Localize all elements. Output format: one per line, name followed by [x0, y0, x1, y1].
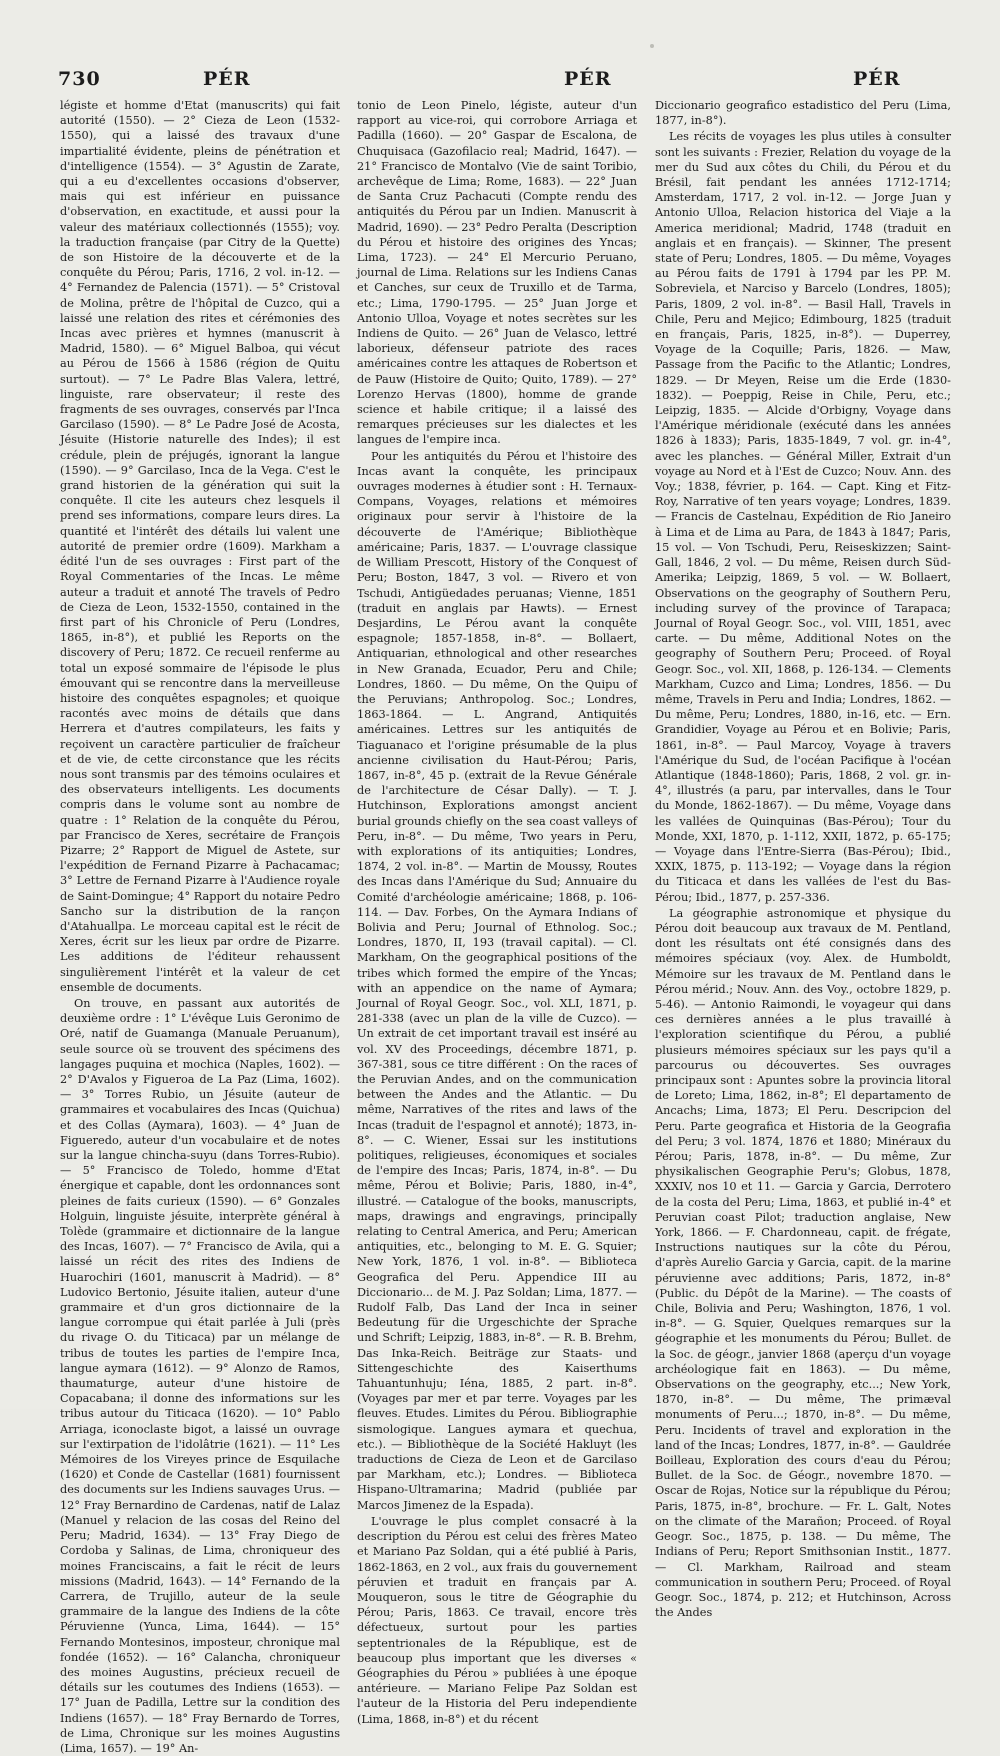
running-head-center: PÉR [564, 68, 612, 90]
page-number: 730 [58, 68, 101, 90]
text-column-3 [655, 98, 951, 1620]
paragraph: Les récits de voyages les plus utiles à consulter sont les suivants : Frezier, Relation du voyage de la mer du Sud aux côtes du Chili, du Pérou et du Brésil, fait pendant les années 1712-1714; Amsterdam, 1717, 2 vol. in-12. — Jorge Juan y Antonio Ulloa, Relacion historica del Viaje a la America meridional; Madrid, 1748 (traduit en anglais et en français). — Skinner, The present state of Peru; Londres, 1805. — Du même, Voyages au Pérou faits de 1791 à 1794 par les PP. M. Sobreviela, et Narciso y Barcelo (Londres, 1805); Paris, 1809, 2 vol. in-8°. — Basil Hall, Travels in Chile, Peru and Mejico; Edimbourg, 1825 (traduit en français, Paris, 1825, in-8°). — Duperrey, Voyage de la Coquille; Paris, 1826. — Maw, Passage from the Pacific to the Atlantic; Londres, 1829. — Dr Meyen, Reise um die Erde (1830-1832). — Poeppig, Reise in Chile, Peru, etc.; Leipzig, 1835. — Alcide d'Orbigny, Voyage dans l'Amérique méridionale (exécuté dans les années 1826 à 1833); Paris, 1835-1849, 7 vol. gr. in-4°, avec les planches. — Général Miller, Extrait d'un voyage au Nord et à l'Est de Cuzco; Nouv. Ann. des Voy.; 1838, février, p. 164. — Capt. King et Fitz-Roy, Narrative of ten years voyage; Londres, 1839. — Francis de Castelnau, Expédition de Rio Janeiro à Lima et de Lima au Para, de 1843 à 1847; Paris, 15 vol. — Von Tschudi, Peru, Reiseskizzen; Saint-Gall, 1846, 2 vol. — Du même, Reisen durch Süd-Amerika; Leipzig, 1869, 5 vol. — W. Bollaert, Observations on the geography of Southern Peru, including survey of the province of Tarapaca; Journal of Royal Geogr. Soc., vol. VIII, 1851, avec carte. — Du même, Additional Notes on the geography of Southern Peru; Proceed. of Royal Geogr. Soc., vol. XII, 1868, p. 126-134. — Clements Markham, Cuzco and Lima; Londres, 1856. — Du même, Travels in Peru and India; Londres, 1862. — Du même, Peru; Londres, 1880, in-16, etc. — Ern. Grandidier, Voyage au Pérou et en Bolivie; Paris, 1861, in-8°. — Paul Marcoy, Voyage à travers l'Amérique du Sud, de l'océan Pacifique à l'océan Atlantique (1848-1860); Paris, 1868, 2 vol. gr. in-4°, illustrés (a paru, par intervalles, dans le Tour du Monde, 1862-1867). — Du même, Voyage dans les vallées de Quinquinas (Bas-Pérou); Tour du Monde, XXI, 1870, p. 1-112, XXII, 1872, p. 65-175; — Voyage dans l'Entre-Sierra (Bas-Pérou); Ibid., XXIX, 1875, p. 113-192; — Voyage dans la région du Titicaca et dans les vallées de l'est du Bas-Pérou; Ibid., 1877, p. 257-336. [655, 130, 951, 904]
text-column-1 [60, 98, 340, 1755]
text-column-2 [357, 98, 637, 1726]
paper-speck [650, 44, 654, 48]
paragraph: Diccionario geografico estadistico del Peru (Lima, 1877, in-8°). [655, 99, 951, 128]
paragraph: légiste et homme d'Etat (manuscrits) qui fait autorité (1550). — 2° Cieza de Leon (1532-1550), qui a laissé des travaux d'une impartialité évidente, pleins de pénétration et d'intelligence (1554). — 3° Agustin de Zarate, qui a eu d'excellentes occasions d'observer, mais qui est inférieur en puissance d'observation, en exactitude, et aussi pour la valeur des matériaux collectionnés (1555); voy. la traduction française (par Citry de la Quette) de son Histoire de la découverte et de la conquête du Pérou; Paris, 1716, 2 vol. in-12. — 4° Fernandez de Palencia (1571). — 5° Cristoval de Molina, prêtre de l'hôpital de Cuzco, qui a laissé une relation des rites et cérémonies des Incas avec prières et hymnes (manuscrit à Madrid, 1580). — 6° Miguel Balboa, qui vécut au Pérou de 1566 à 1586 (région de Quitu surtout). — 7° Le Padre Blas Valera, lettré, linguiste, rare observateur; il reste des fragments de ses ouvrages, conservés par l'Inca Garcilaso (1590). — 8° Le Padre José de Acosta, Jésuite (Historie naturelle des Indes); il est crédule, plein de préjugés, ignorant la langue (1590). — 9° Garcilaso, Inca de la Vega. C'est le grand historien de la génération qui suit la conquête. Il cite les auteurs chez lesquels il prend ses informations, compare leurs dires. La quantité et l'intérêt des détails lui valent une autorité de premier ordre (1609). Markham a édité l'un de ses ouvrages : First part of the Royal Commentaries of the Incas. Le même auteur a traduit et annoté The travels of Pedro de Cieza de Leon, 1532-1550, contained in the first part of his Chronicle of Peru (Londres, 1865, in-8°), et publié les Reports on the discovery of Peru; 1872. Ce recueil renferme au total un exposé sommaire de l'épisode le plus émouvant qui se rencontre dans la merveilleuse histoire des conquêtes espagnoles; et quoique racontés avec moins de détails que dans Herrera et d'autres compilateurs, les faits y reçoivent un caractère particulier de fraîcheur et de vie, de cette circonstance que les récits nous sont transmis par des témoins oculaires et des observateurs intelligents. Les documents compris dans le volume sont au nombre de quatre : 1° Relation de la conquête du Pérou, par Francisco de Xeres, secrétaire de François Pizarre; 2° Rapport de Miguel de Astete, sur l'expédition de Fernand Pizarre à Pachacamac; 3° Lettre de Fernand Pizarre à l'Audience royale de Saint-Domingue; 4° Rapport du notaire Pedro Sancho sur la distribution de la rançon d'Atahuallpa. Le morceau capital est le récit de Xeres, écrit sur les lieux par ordre de Pizarre. Les additions de l'éditeur rehaussent singulièrement l'intérêt et la valeur de cet ensemble de documents. [60, 99, 340, 994]
page-header [58, 62, 960, 92]
running-head-right: PÉR [853, 68, 901, 90]
paragraph: Pour les antiquités du Pérou et l'histoire des Incas avant la conquête, les principaux ouvrages modernes à étudier sont : H. Ternaux-Compans, Voyages, relations et mémoires originaux pour servir à l'histoire de la découverte de l'Amérique; Bibliothèque américaine; Paris, 1837. — L'ouvrage classique de William Prescott, History of the Conquest of Peru; Boston, 1847, 3 vol. — Rivero et von Tschudi, Antigüedades peruanas; Vienne, 1851 (traduit en anglais par Hawts). — Ernest Desjardins, Le Pérou avant la conquête espagnole; 1857-1858, in-8°. — Bollaert, Antiquarian, ethnological and other researches in New Granada, Ecuador, Peru and Chile; Londres, 1860. — Du même, On the Quipu of the Peruvians; Anthropolog. Soc.; Londres, 1863-1864. — L. Angrand, Antiquités américaines. Lettres sur les antiquités de Tiaguanaco et l'origine présumable de la plus ancienne civilisation du Haut-Pérou; Paris, 1867, in-8°, 45 p. (extrait de la Revue Générale de l'architecture de César Dally). — T. J. Hutchinson, Explorations amongst ancient burial grounds chiefly on the sea coast valleys of Peru, in-8°. — Du même, Two years in Peru, with explorations of its antiquities; Londres, 1874, 2 vol. in-8°. — Martin de Moussy, Routes des Incas dans l'Amérique du Sud; Annuaire du Comité d'archéologie américaine; 1868, p. 106-114. — Dav. Forbes, On the Aymara Indians of Bolivia and Peru; Journal of Ethnolog. Soc.; Londres, 1870, II, 193 (travail capital). — Cl. Markham, On the geographical positions of the tribes which formed the empire of the Yncas; with an appendice on the name of Aymara; Journal of Royal Geogr. Soc., vol. XLI, 1871, p. 281-338 (avec un plan de la ville de Cuzco). — Un extrait de cet important travail est inséré au vol. XV des Proceedings, décembre 1871, p. 367-381, sous ce titre différent : On the races of the Peruvian Andes, and on the communication between the Andes and the Atlantic. — Du même, Narratives of the rites and laws of the Incas (traduit de l'espagnol et annoté); 1873, in-8°. — C. Wiener, Essai sur les institutions politiques, religieuses, économiques et sociales de l'empire des Incas; Paris, 1874, in-8°. — Du même, Pérou et Bolivie; Paris, 1880, in-4°, illustré. — Catalogue of the books, manuscripts, maps, drawings and engravings, principally relating to Central America, and Peru; American antiquities, etc., belonging to M. E. G. Squier; New York, 1876, 1 vol. in-8°. — Biblioteca Geografica del Peru. Appendice III au Diccionario... de M. J. Paz Soldan; Lima, 1877. — Rudolf Falb, Das Land der Inca in seiner Bedeutung für die Urgeschichte der Sprache und Schrift; Leipzig, 1883, in-8°. — R. B. Brehm, Das Inka-Reich. Beiträge zur Staats- und Sittengeschichte des Kaiserthums Tahuantunhuju; Iéna, 1885, 2 part. in-8°. (Voyages par mer et par terre. Voyages par les fleuves. Etudes. Limites du Pérou. Bibliographie sismologique. Langues aymara et quechua, etc.). — Bibliothèque de la Société Hakluyt (les traductions de Cieza de Leon et de Garcilaso par Markham, etc.); Londres. — Biblioteca Hispano-Ultramarina; Madrid (publiée par Marcos Jimenez de la Espada). [357, 449, 637, 1512]
paragraph: La géographie astronomique et physique du Pérou doit beaucoup aux travaux de M. Pentland, dont les résultats ont été consignés dans des mémoires spéciaux (voy. Alex. de Humboldt, Mémoire sur les travaux de M. Pentland dans le Pérou mérid.; Nouv. Ann. des Voy., octobre 1829, p. 5-46). — Antonio Raimondi, le voyageur qui dans ces dernières années a le plus travaillé à l'exploration scientifique du Pérou, a publié plusieurs mémoires spéciaux sur les pays qu'il a parcourus ou découvertes. Ses ouvrages principaux sont : Apuntes sobre la provincia litoral de Loreto; Lima, 1862, in-8°; El departamento de Ancachs; Lima, 1873; El Peru. Descripcion del Peru. Parte geografica et Historia de la Geografia del Peru; 3 vol. 1874, 1876 et 1880; Minéraux du Pérou; Paris, 1878, in-8°. — Du même, Zur physikalischen Geographie Peru's; Globus, 1878, XXXIV, nos 10 et 11. — Garcia y Garcia, Derrotero de la costa del Peru; Lima, 1863, et publié in-4° et Peruvian coast Pilot; traduction anglaise, New York, 1866. — F. Chardonneau, capit. de frégate, Instructions nautiques sur la côte du Pérou, d'après Aurelio Garcia y Garcia, capit. de la marine péruvienne avec additions; Paris, 1872, in-8° (Public. du Dépôt de la Marine). — The coasts of Chile, Bolivia and Peru; Washington, 1876, 1 vol. in-8°. — G. Squier, Quelques remarques sur la géographie et les monuments du Pérou; Bullet. de la Soc. de géogr., janvier 1868 (aperçu d'un voyage archéologique fait en 1863). — Du même, Observations on the geography, etc...; New York, 1870, in-8°. — Du même, The primæval monuments of Peru...; 1870, in-8°. — Du même, Peru. Incidents of travel and exploration in the land of the Incas; Londres, 1877, in-8°. — Gauldrée Boilleau, Exploration des cours d'eau du Pérou; Bullet. de la Soc. de Géogr., novembre 1870. — Oscar de Rojas, Notice sur la république du Pérou; Paris, 1875, in-8°, brochure. — Fr. L. Galt, Notes on the climate of the Marañon; Proceed. of Royal Geogr. Soc., 1875, p. 138. — Du même, The Indians of Peru; Report Smithsonian Instit., 1877. — Cl. Markham, Railroad and steam communication in southern Peru; Proceed. of Royal Geogr. Soc., 1874, p. 212; et Hutchinson, Across the Andes [655, 906, 951, 1620]
paragraph: On trouve, en passant aux autorités de deuxième ordre : 1° L'évêque Luis Geronimo de Oré, natif de Guamanga (Manuale Peruanum), seule source où se trouvent des spécimens des langages puquina et mochica (Naples, 1602). — 2° D'Avalos y Figueroa de La Paz (Lima, 1602). — 3° Torres Rubio, un Jésuite (auteur de grammaires et vocabulaires des Incas (Quichua) et des Collas (Aymara), 1603). — 4° Juan de Figueredo, auteur d'un vocabulaire et de notes sur la langue chincha-suyu (dans Torres-Rubio). — 5° Francisco de Toledo, homme d'Etat énergique et capable, dont les ordonnances sont pleines de faits curieux (1590). — 6° Gonzales Holguin, linguiste jésuite, interprète général à Tolède (grammaire et dictionnaire de la langue des Incas, 1607). — 7° Francisco de Avila, qui a laissé un récit des rites des Indiens de Huarochiri (1601, manuscrit à Madrid). — 8° Ludovico Bertonio, Jésuite italien, auteur d'une grammaire et d'un gros dictionnaire de la langue corrompue qui était parlée à Juli (près du rivage O. du Titicaca) par un mélange de tribus de toutes les parties de l'empire Inca, langue aymara (1612). — 9° Alonzo de Ramos, thaumaturge, auteur d'une histoire de Copacabana; il donne des informations sur les tribus autour du Titicaca (1620). — 10° Pablo Arriaga, iconoclaste bigot, a laissé un ouvrage sur l'extirpation de l'idolâtrie (1621). — 11° Les Mémoires de los Vireyes prince de Esquilache (1620) et Conde de Castellar (1681) fournissent des documents sur les Indiens sauvages Urus. — 12° Fray Bernardino de Cardenas, natif de Lalaz (Manuel y relacion de las cosas del Reino del Peru; Madrid, 1634). — 13° Fray Diego de Cordoba y Salinas, de Lima, chroniqueur des moines Franciscains, a fait le récit de leurs missions (Madrid, 1643). — 14° Fernando de la Carrera, de Trujillo, auteur de la seule grammaire de la langue des Indiens de la côte Péruvienne (Yunca, Lima, 1644). — 15° Fernando Montesinos, imposteur, chronique mal fondée (1652). — 16° Calancha, chroniqueur des moines Augustins, précieux recueil de détails sur les coutumes des Indiens (1653). — 17° Juan de Padilla, Lettre sur la condition des Indiens (1657). — 18° Fray Bernardo de Torres, de Lima, Chronique sur les moines Augustins (Lima, 1657). — 19° An- [60, 996, 340, 1755]
paragraph: tonio de Leon Pinelo, légiste, auteur d'un rapport au vice-roi, qui corrobore Arriaga et Padilla (1660). — 20° Gaspar de Escalona, de Chuquisaca (Gazofilacio real; Madrid, 1647). — 21° Francisco de Montalvo (Vie de saint Toribio, archevêque de Lima; Rome, 1683). — 22° Juan de Santa Cruz Pachacuti (Compte rendu des antiquités du Pérou par un Indien. Manuscrit à Madrid, 1690). — 23° Pedro Peralta (Description du Pérou et histoire des origines des Yncas; Lima, 1723). — 24° El Mercurio Peruano, journal de Lima. Relations sur les Indiens Canas et Canches, sur ceux de Truxillo et de Tarma, etc.; Lima, 1790-1795. — 25° Juan Jorge et Antonio Ulloa, Voyage et notes secrètes sur les Indiens de Quito. — 26° Juan de Velasco, lettré laborieux, défenseur patriote des races américaines contre les attaques de Robertson et de Pauw (Histoire de Quito; Quito, 1789). — 27° Lorenzo Hervas (1800), homme de grande science et habile critique; il a laissé des remarques précieuses sur les dialectes et les langues de l'empire inca. [357, 99, 637, 447]
running-head-left: PÉR [203, 68, 251, 90]
paragraph: L'ouvrage le plus complet consacré à la description du Pérou est celui des frères Mateo et Mariano Paz Soldan, qui a été publié à Paris, 1862-1863, en 2 vol., aux frais du gouvernement péruvien et traduit en français par A. Mouqueron, sous le titre de Géographie du Pérou; Paris, 1863. Ce travail, encore très défectueux, surtout pour les parties septentrionales de la République, est de beaucoup plus important que les diverses « Géographies du Pérou » publiées à une époque antérieure. — Mariano Felipe Paz Soldan est l'auteur de la Historia del Peru independiente (Lima, 1868, in-8°) et du récent [357, 1514, 637, 1726]
